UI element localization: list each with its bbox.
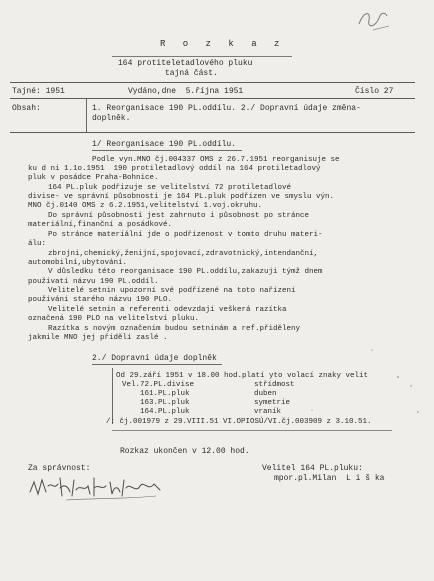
section2-reference-line: /: čj.001979 z 29.VIII.51 VI.OPIOSÚ/VI.čj.003909 z 3.10.51. [106,418,372,426]
commander-name: mpor.pl.Milan L i š ka [274,474,385,483]
unit-name-line2: tajná část. [165,69,218,78]
section1-heading: 1/ Reorganisace 190 PL.oddílu. [92,140,237,149]
section1-line: Velitelé setnin a referenti odevzdají veškerá razítka [48,306,287,314]
section1-line: Razítka s novým označením budou setninám a ref.přiděleny [48,325,301,333]
meta-issue-date: Vydáno,dne 5.října 1951 [128,87,244,96]
callsign-unit: 161.PL.pluk [140,390,190,398]
callsign-unit: Vel.72.PL.divise [122,381,195,389]
section1-line: jakmile MNO jej přidělí zaslé . [28,334,168,342]
section1-line: Velitelé setnin upozorní své podřízené na toto nařízení [48,287,296,295]
meta-classification: Tajné: 1951 [12,87,65,96]
callsign-value: duben [254,390,277,398]
commander-title: Velitel 164 PL.pluku: [262,464,363,473]
section1-line: álu: [28,240,47,248]
contents-label: Obsah: [12,104,41,113]
section1-line: Do správní působnosti jest zahrnuto i působnost po stránce [48,212,310,220]
section1-line: pluk v posádce Praha-Bohnice. [28,174,159,182]
section1-line: označená 190 PLO na velitelství pluku. [28,315,200,323]
section1-line: divise- ve správní působnosti je 164 PL.pluk podřízen ve smyslu výn. [28,193,335,201]
unit-name-line1: 164 protiteletadlového pluku [118,59,253,68]
contents-line2: doplněk. [92,114,131,123]
callsign-unit: 164.PL.pluk [140,408,190,416]
section1-line: automobilní,ubytování. [28,259,128,267]
section1-line: 164 PL.pluk podřizuje se velitelství 72 protiletadlové [48,184,292,192]
section2-intro-line: Od 29.září 1951 v 18.00 hod.platí yto volací znaky velit [116,372,369,380]
section1-line: Po stránce materiální jde o podřízenost v tomto druhu materi- [48,231,323,239]
section1-line: používati názvu 190 PL.oddíl. [28,278,159,286]
section1-line: MNO čj.0140 OMS z 6.2.1951,velitelství 1.voj.okruhu. [28,202,263,210]
callsign-value: střídmost [254,381,295,389]
callsign-unit: 163.PL.pluk [140,399,190,407]
section1-line: V důsledku této reorganisace 190 PL.oddílu,zakazuji týmž dnem [48,268,323,276]
section1-line: Podle vyn.MNO čj.004337 OMS z 26.7.1951 reorganisuje se [92,156,340,164]
section1-line: používání starého názvu 190 PLO. [28,296,173,304]
certified-correct-label: Za správnost: [28,464,91,473]
section2-heading: 2./ Dopravní údaje doplněk [92,354,217,363]
document-title: R o z k a z [160,39,286,49]
section1-line: zbrojní,chemický,ženijní,spojovací,zdravotnický,intendanční, [48,250,319,258]
contents-line1: 1. Reorganisace 190 PL.oddílu. 2./ Dopravní údaje změna- [92,104,361,113]
order-end-line: Rozkaz ukončen v 12.00 hod. [120,447,250,456]
callsign-value: vraník [254,408,282,416]
meta-order-number: Číslo 27 [355,87,394,96]
section1-line: ku d ni 1.1o.1951 190 protiletadlový oddíl na 164 protiletadlový [28,165,321,173]
section1-line: materiální,finanční a posádkové. [28,221,173,229]
callsign-value: symetrie [254,399,291,407]
